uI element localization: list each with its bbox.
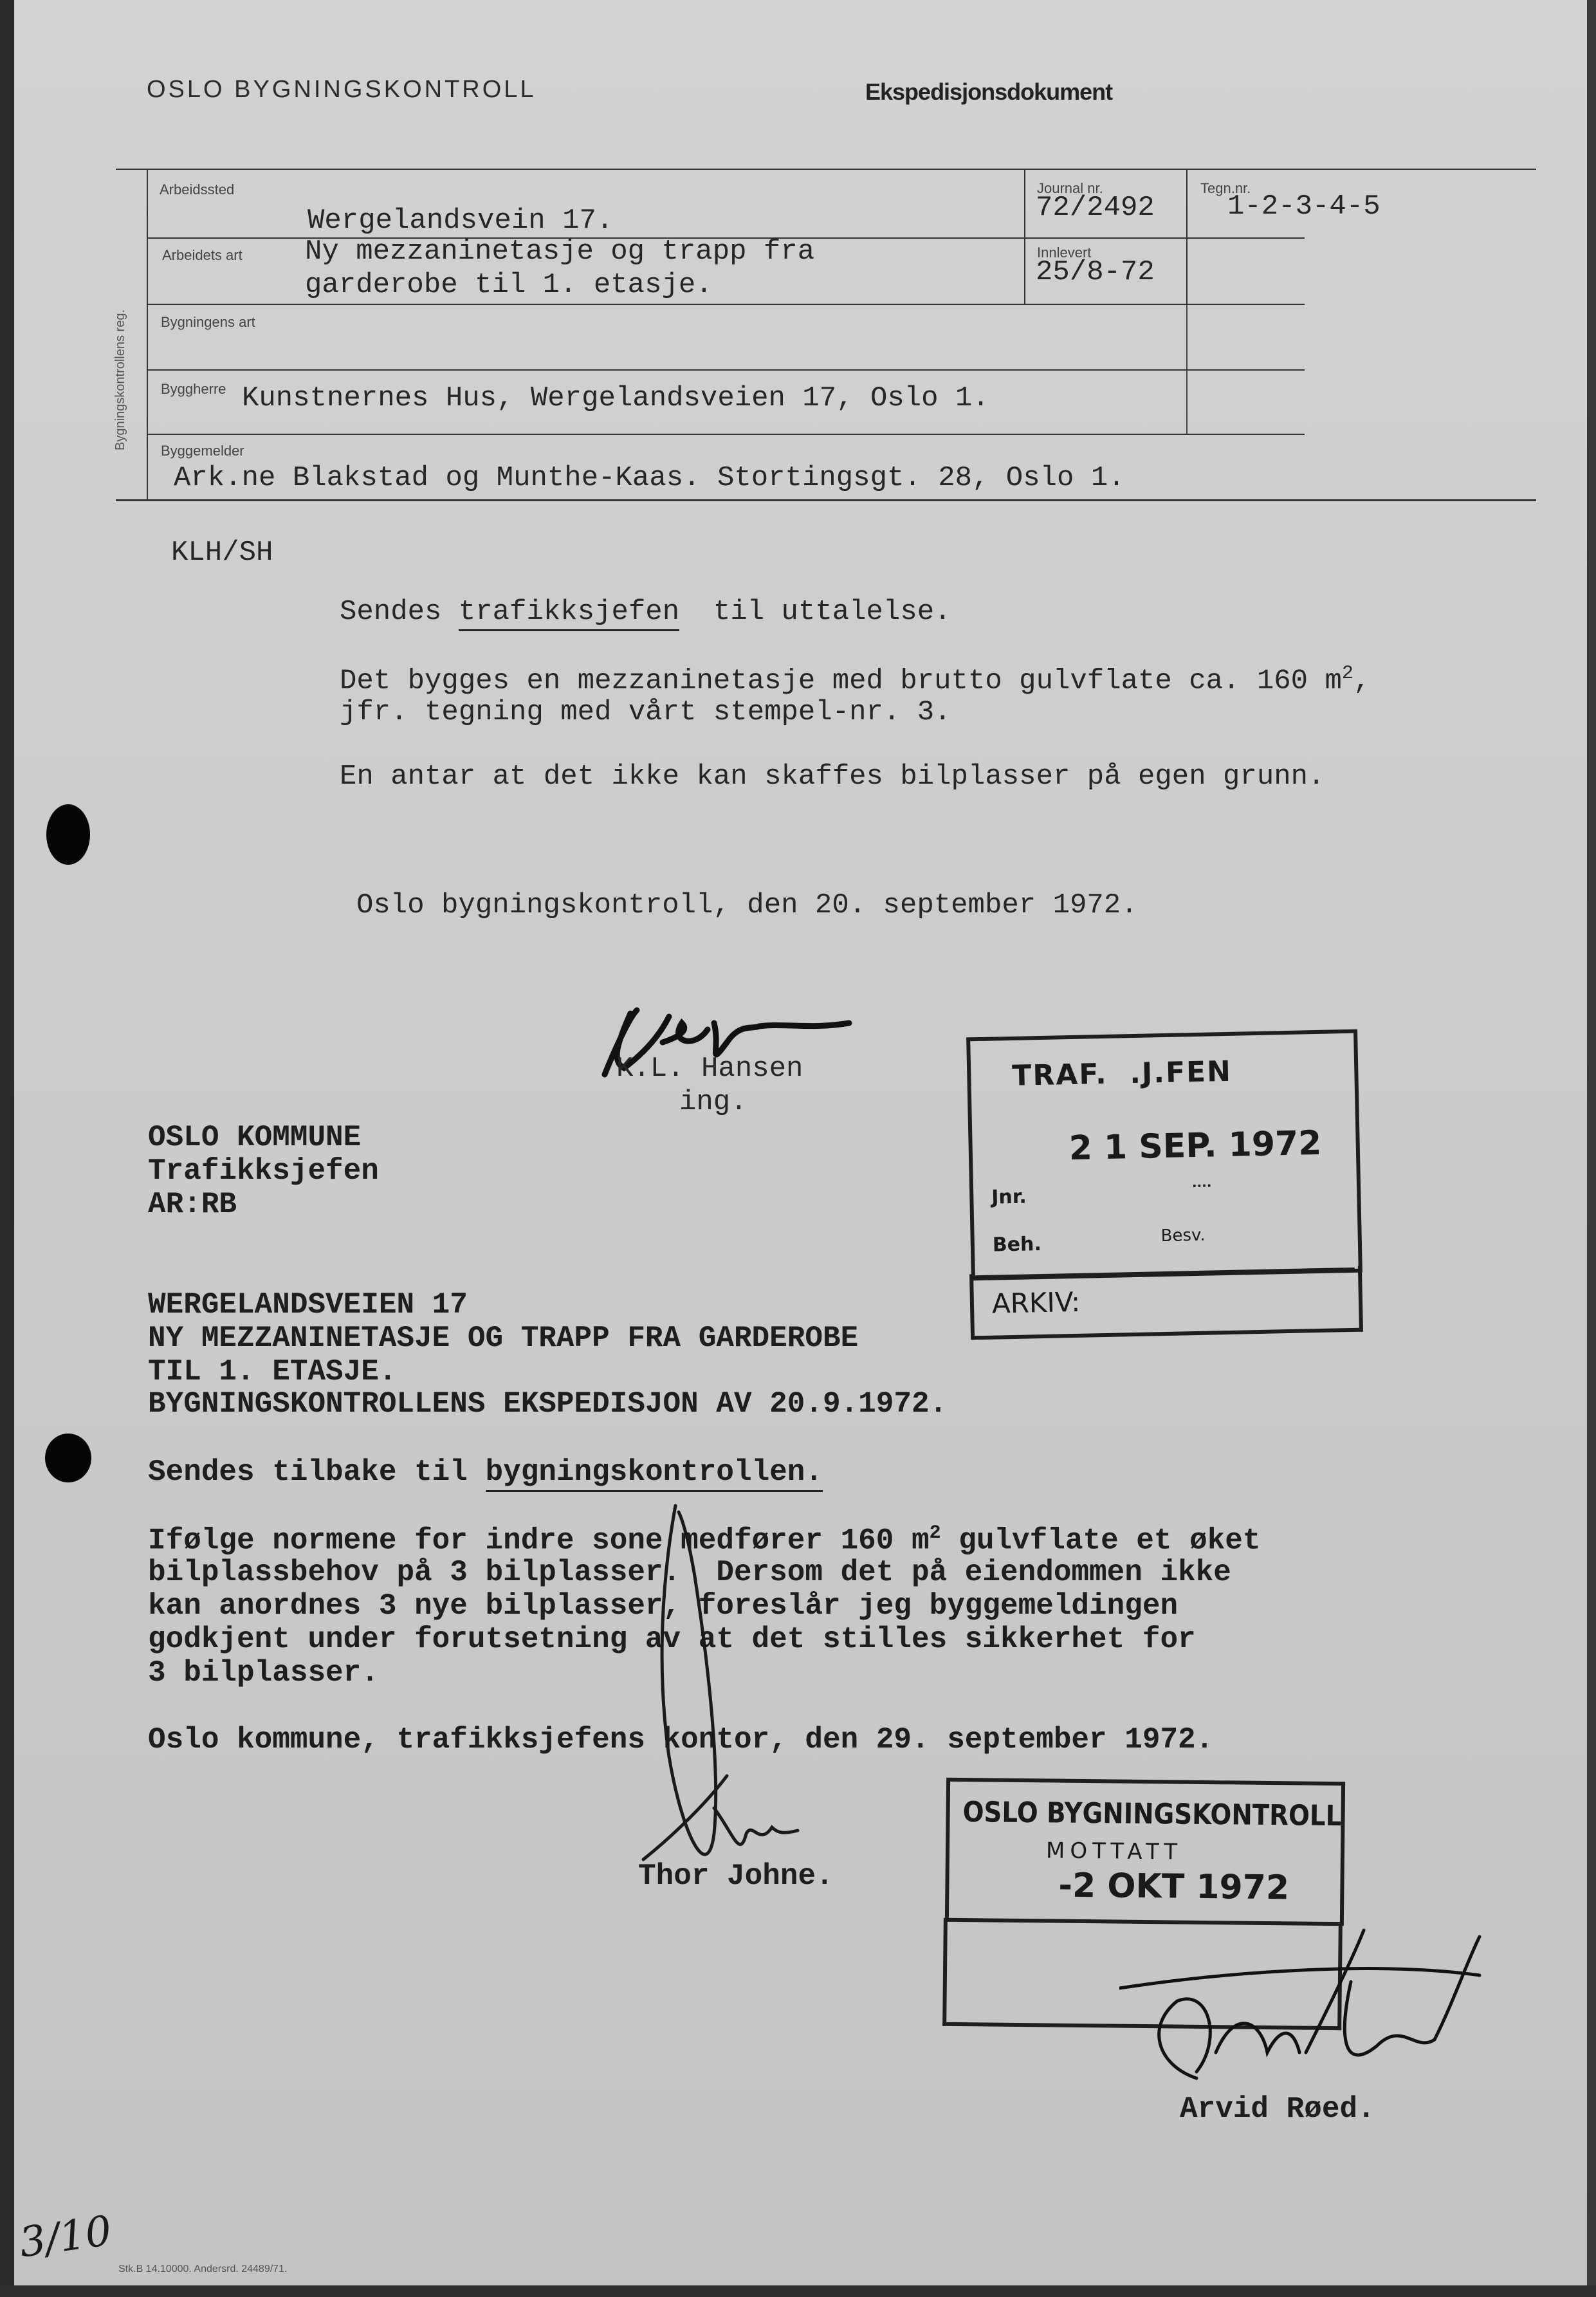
stamp1-beh-label: Beh. [992,1233,1042,1257]
stamp1-arkiv-label: ARKIV: [991,1286,1081,1320]
stamp2-date: -2 OKT 1972 [1058,1866,1290,1908]
section1-para2-line2: jfr. tegning med vårt stempel-nr. 3. [340,696,951,728]
section1-para2-line1 [340,663,1370,697]
signer-hansen-title: ing. [679,1086,748,1118]
signer-johne-name: Thor Johne. [638,1859,834,1893]
return-prefix: Sendes tilbake til [148,1455,486,1489]
para-line1-suffix: gulvflate et øket [940,1524,1261,1558]
stamp2-received: MOTTATT [1045,1838,1183,1865]
para-line1-text: Ifølge normene for indre sone medfører 160 m [148,1524,930,1558]
stamp1-jnr-label: Jnr. [991,1185,1027,1209]
stamp1-besv-label: Besv. [1160,1225,1206,1246]
punch-hole-top [46,804,90,865]
header-organization: OSLO BYGNINGSKONTROLL [147,76,537,103]
return-recipient: bygningskontrollen. [486,1455,823,1492]
tegn-label: Tegn.nr. [1200,180,1251,196]
signature-johne [618,1499,811,1898]
stamp1-date: 2 1 SEP. 1972 [1069,1123,1323,1168]
send-to-prefix: Sendes [340,596,459,628]
section2-para-line3: kan anordnes 3 nye bilplasser, foreslår jeg byggemeldingen [148,1589,1179,1623]
arbeid-label: Arbeidets art [162,247,243,263]
byggemelder-value: Ark.ne Blakstad og Munthe-Kaas. Stortingsgt. 28, Oslo 1. [174,462,1125,494]
page-mark: 3/10 [16,2207,115,2267]
scan-edge-right [1587,0,1596,2297]
recipient-org-line1: OSLO KOMMUNE [148,1121,362,1154]
para2-superscript: 2 [1341,663,1353,685]
section2-para-line2: bilplassbehov på 3 bilplasser. Dersom det på eiendommen ikke [148,1556,1231,1589]
section2-para-line4: godkjent under forutsetning av at det stilles sikkerhet for [148,1623,1196,1656]
arbeidssted-label: Arbeidssted [160,181,235,198]
tegn-value: 1-2-3-4-5 [1227,190,1380,223]
subject-line3: TIL 1. ETASJE. [148,1355,397,1388]
signature-roed [1119,1924,1505,2091]
signer-roed-name: Arvid Røed. [1180,2092,1375,2126]
journal-value: 72/2492 [1036,192,1155,224]
print-info: Stk.B 14.10000. Andersrd. 24489/71. [118,2264,288,2274]
byggemelder-label: Byggemelder [161,443,244,459]
arbeidssted-value: Wergelandsvein 17. [307,205,614,237]
stamp2-title: OSLO BYGNINGSKONTROLL [962,1796,1342,1833]
innlevert-value: 25/8-72 [1036,256,1155,288]
section1-para3: En antar at det ikke kan skaffes bilplasser på egen grunn. [340,761,1325,793]
bygning-label: Bygningens art [161,314,255,330]
arbeid-value-line2: garderobe til 1. etasje. [305,269,713,301]
subject-line4: BYGNINGSKONTROLLENS EKSPEDISJON AV 20.9.1972. [148,1387,948,1421]
subject-line1: WERGELANDSVEIEN 17 [148,1288,468,1322]
byggherre-value: Kunstnernes Hus, Wergelandsveien 17, Oslo 1. [242,382,989,414]
recipient-org-line2: Trafikksjefen [148,1154,379,1188]
header-document-type: Ekspedisjonsdokument [865,78,1113,105]
send-to-line [340,596,951,628]
stamp1-title: TRAF. .J.FEN [1011,1055,1233,1093]
received-stamp-bygningskontroll [945,1778,1345,1926]
section2-dateline: Oslo kommune, trafikksjefens kontor, den 29. september 1972. [148,1723,1214,1757]
return-line [148,1455,823,1489]
para-line1-superscript: 2 [929,1522,941,1544]
section1-dateline: Oslo bygningskontroll, den 20. september 1972. [356,889,1138,921]
arbeid-value-line1: Ny mezzaninetasje og trapp fra [305,235,815,268]
para2-text: Det bygges en mezzaninetasje med brutto gulvflate ca. 160 m [340,665,1342,697]
recipient-org-line3: AR:RB [148,1188,237,1221]
scan-edge-bottom [0,2285,1596,2297]
send-to-recipient: trafikksjefen [459,596,679,631]
received-stamp-trafikksjefen [966,1029,1362,1281]
byggherre-label: Byggherre [161,381,226,397]
scan-edge-left [0,0,14,2297]
punch-hole-bottom [45,1434,91,1482]
subject-line2: NY MEZZANINETASJE OG TRAPP FRA GARDEROBE [148,1322,859,1355]
reference-code: KLH/SH [171,537,273,569]
innlevert-label: Innlevert [1037,244,1092,261]
send-to-suffix: til uttalelse. [679,596,951,628]
stamp1-jnr-mark: ···· [1191,1177,1212,1194]
journal-label: Journal nr. [1037,180,1103,196]
para2-comma: , [1353,665,1371,697]
signer-hansen-name: K.L. Hansen [616,1053,803,1085]
form-side-label: Bygningskontrollens reg. [113,309,127,450]
section2-para-line5: 3 bilplasser. [148,1656,379,1690]
stamp1-arkiv-box [969,1266,1363,1340]
